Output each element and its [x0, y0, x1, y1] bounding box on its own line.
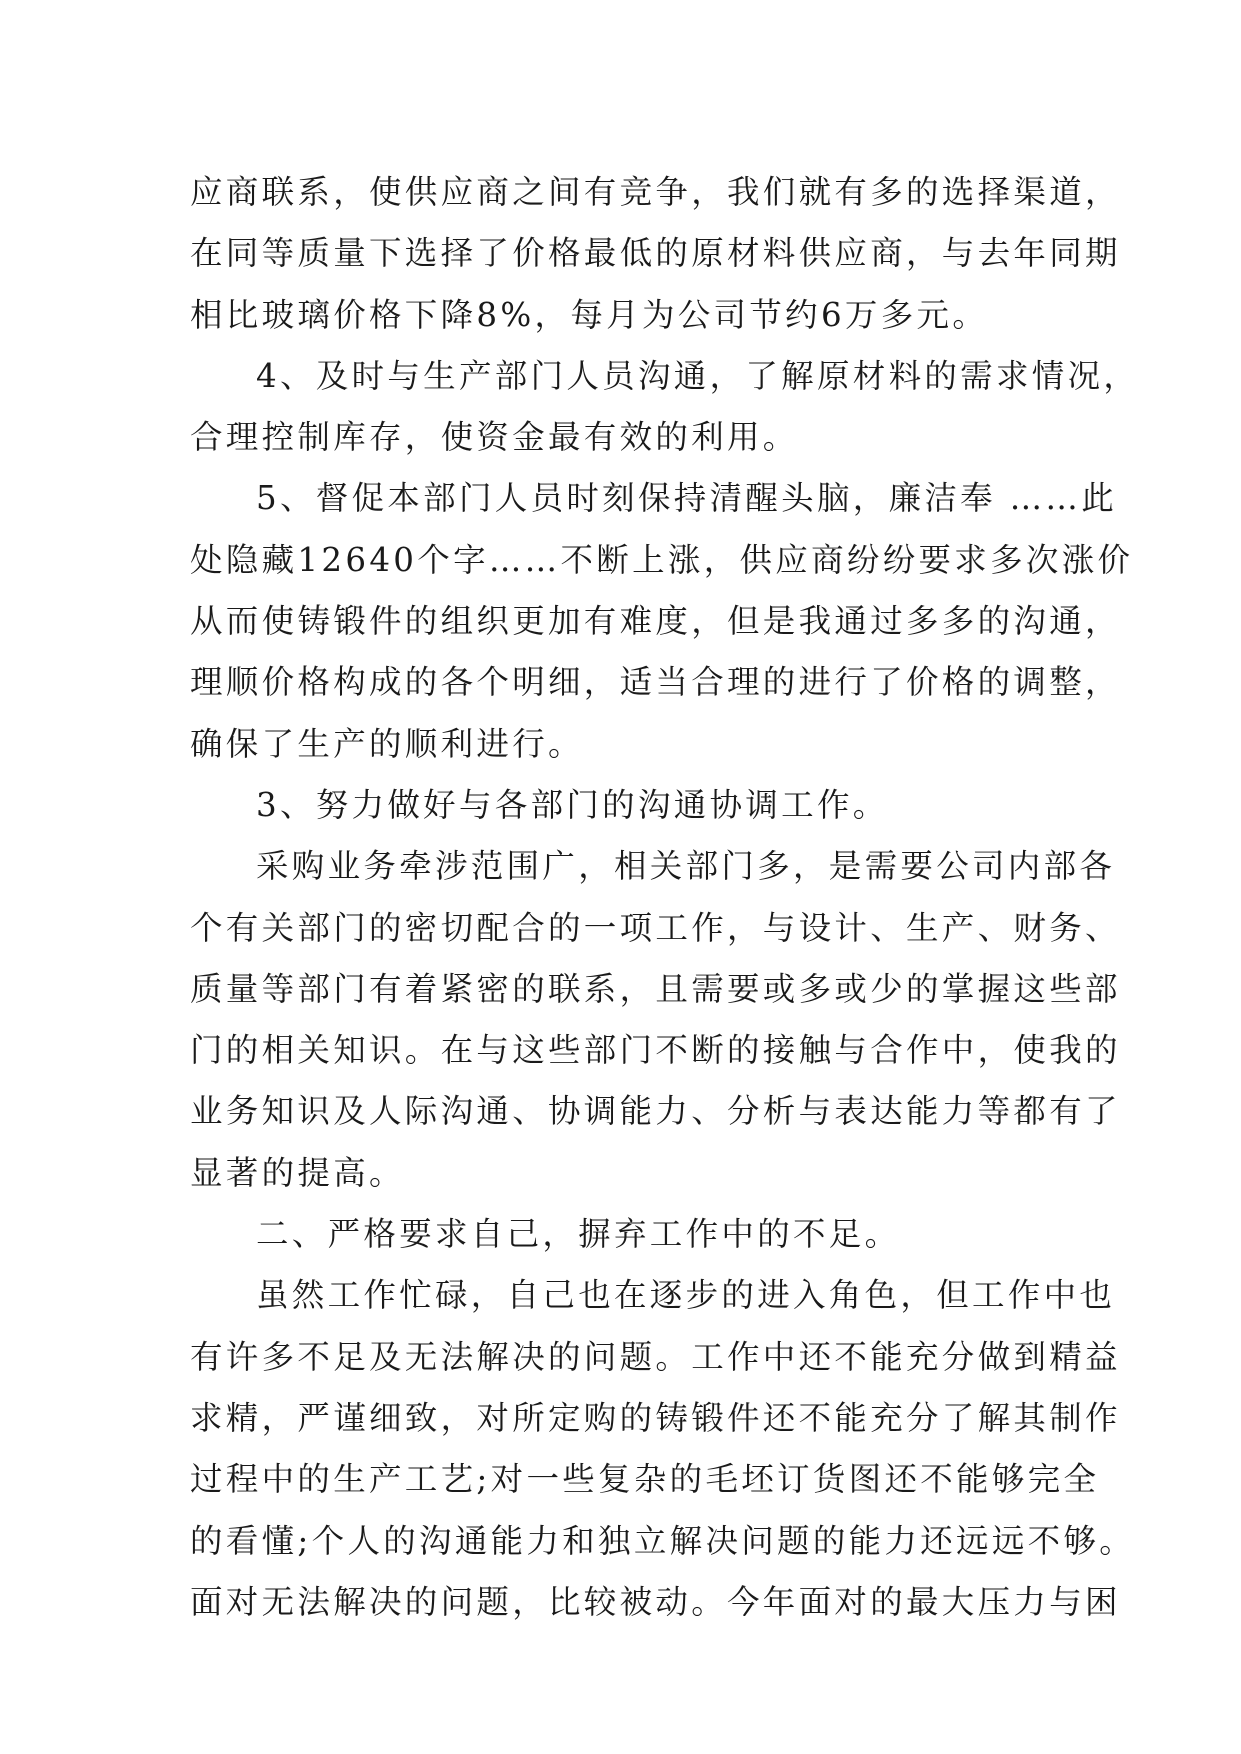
text-line: 合理控制库存，使资金最有效的利用。 [190, 418, 799, 457]
text-line: 虽然工作忙碌，自己也在逐步的进入角色，但工作中也 [256, 1276, 1116, 1315]
text-line: 处隐藏12640个字……不断上涨，供应商纷纷要求多次涨价 [190, 540, 1134, 579]
text-line: 相比玻璃价格下降8%，每月为公司节约6万多元。 [190, 295, 989, 334]
text-line: 过程中的生产工艺;对一些复杂的毛坯订货图还不能够完全 [190, 1460, 1100, 1499]
text-line: 质量等部门有着紧密的联系，且需要或多或少的掌握这些部 [190, 969, 1121, 1008]
text-line: 个有关部门的密切配合的一项工作，与设计、生产、财务、 [190, 908, 1121, 947]
text-line: 显著的提高。 [190, 1153, 405, 1192]
text-line: 5、督促本部门人员时刻保持清醒头脑，廉洁奉 ……此 [256, 479, 1118, 518]
text-line: 3、努力做好与各部门的沟通协调工作。 [256, 785, 889, 824]
text-line: 业务知识及人际沟通、协调能力、分析与表达能力等都有了 [190, 1092, 1121, 1131]
text-line: 门的相关知识。在与这些部门不断的接触与合作中，使我的 [190, 1031, 1121, 1070]
text-line: 的看懂;个人的沟通能力和独立解决问题的能力还远远不够。 [190, 1521, 1136, 1560]
text-line: 面对无法解决的问题，比较被动。今年面对的最大压力与困 [190, 1582, 1121, 1621]
text-line: 求精，严谨细致，对所定购的铸锻件还不能充分了解其制作 [190, 1398, 1121, 1437]
text-line: 4、及时与生产部门人员沟通，了解原材料的需求情况， [256, 356, 1140, 395]
text-line: 确保了生产的顺利进行。 [190, 724, 584, 763]
text-line: 二、严格要求自己，摒弃工作中的不足。 [256, 1215, 901, 1254]
text-line: 理顺价格构成的各个明细，适当合理的进行了价格的调整， [190, 663, 1121, 702]
document-body [190, 162, 1140, 1633]
text-line: 采购业务牵涉范围广，相关部门多，是需要公司内部各 [256, 847, 1116, 886]
text-line: 在同等质量下选择了价格最低的原材料供应商，与去年同期 [190, 234, 1121, 273]
text-line: 从而使铸锻件的组织更加有难度，但是我通过多多的沟通， [190, 602, 1121, 641]
text-line: 有许多不足及无法解决的问题。工作中还不能充分做到精益 [190, 1337, 1121, 1376]
text-line: 应商联系，使供应商之间有竞争，我们就有多的选择渠道， [190, 173, 1121, 211]
